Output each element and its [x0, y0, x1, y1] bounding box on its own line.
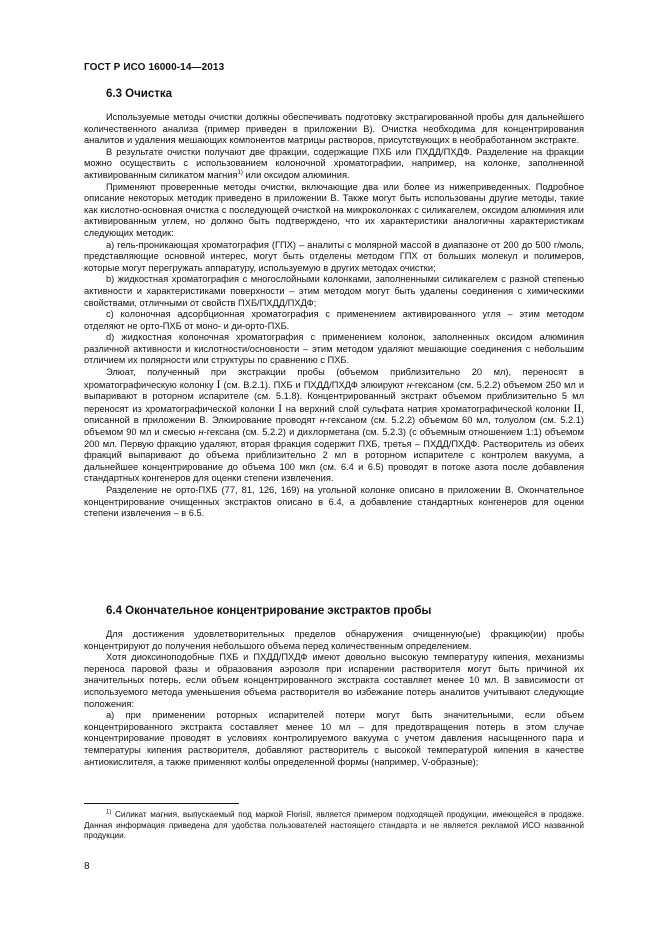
section-6-4-title: 6.4 Окончательное концентрирование экстрактов пробы	[106, 605, 432, 617]
paragraph-text: , описанной в приложении В. Элюирование проводят	[84, 403, 584, 426]
footnote-reference: 1)	[237, 169, 243, 176]
list-item-d: d) жидкостная колоночная хроматография с применением колонок, заполненных оксидом алюминия различной активности и кислотности/основности – этим методом удаляют мешающие соединения с небольшим отличием их полярности или структуры по сравнению с ПХБ.	[84, 332, 584, 366]
footnote	[84, 810, 584, 842]
paragraph-text: (см. В.2.1). ПХБ и ПХДД/ПХДФ элюируют	[223, 379, 404, 390]
list-item-c: c) колоночная адсорбционная хроматография с применением активированного угля – этим методом отделяют не орто-ПХБ от моно- и ди-орто-ПХБ.	[84, 309, 584, 331]
section-6-4-body	[84, 629, 584, 768]
roman-numeral: I	[278, 400, 283, 415]
paragraph-text: Элюат, полученный при экстракции пробы (объемом приблизительно 20 мл), переносят в хроматографическую колонку	[84, 367, 584, 390]
paragraph: Разделение не орто-ПХБ (77, 81, 126, 169) на угольной колонке описано в приложении В. Окончательное концентрирование очищенных экстрактов описано в 6.4, а добавление стандартных конгенеров для оценки степени извлечения – в 6.5.	[84, 485, 584, 519]
roman-numeral: I	[216, 376, 221, 391]
paragraph: Для достижения удовлетворительных пределов обнаружения очищенную(ые) фракцию(ии) пробы концентрируют до получения небольшого объема перед количественным определением.	[84, 629, 584, 651]
paragraph: Хотя диоксиноподобные ПХБ и ПХДД/ПХДФ имеют довольно высокую температуру кипения, механизмы переноса паровой фазы и образования аэрозоля при испарении растворителя могут быть причиной их значительных потерь, если объем концентрированного экстракта составляет менее 10 мл. В зависимости от используемого метода уменьшения объема растворителя во избежание потерь аналитов учитывают следующие положения:	[84, 652, 584, 709]
footnote-text: Силикат магния, выпускаемый под маркой Florisil, является примером подходящей продукции, имеющейся в продаже. Данная информация приведена для удобства пользователей настоящего стандарта и не является рекламой ИСО названной продукции.	[84, 810, 584, 841]
paragraph-text: -гексаном (см. 5.2.2) объемом 60 мл, толуолом (см. 5.2.1) объемом 90 мл и смесью	[84, 415, 584, 438]
paragraph-text: на верхний слой сульфата натрия хроматографической колонки	[285, 403, 570, 414]
paragraph: Используемые методы очистки должны обеспечивать подготовку экстрагированной пробы для дальнейшего количественного анализа (пример приведен в приложении В). Очистка необходима для концентрирования аналитов и удаления мешающих компонентов матрицы растворов, присутствующих в необработанном экстракте.	[84, 112, 584, 146]
section-6-3-title: 6.3 Очистка	[106, 88, 173, 100]
paragraph: Применяют проверенные методы очистки, включающие два или более из нижеприведенных. Подробное описание некоторых методик приведено в приложении В. Также могут быть использованы другие методы, такие как кислотно-основная очистка с последующей очисткой на микроколонках с силикагелем, оксидом алюминия или активированным углем, но должно быть подтверждено, что их характеристики аналогичны характеристикам следующих методик:	[84, 181, 584, 238]
list-item-a: а) при применении роторных испарителей потери могут быть значительными, если объем концентрированного экстракта составляет менее 10 мл – для предотвращения потерь в этом случае концентрирование проводят в условиях контролируемого вакуума с учетом давления насыщенного пара и температуры кипения растворителя, добавляют растворитель с высокой температурой кипения в качестве антиокислителя, а также применяют колбы определенной формы (например, V-образные);	[84, 710, 584, 767]
italic-letter: н	[319, 415, 325, 426]
italic-letter: н	[406, 379, 412, 390]
list-item-a: а) гель-проникающая хроматография (ГПХ) – аналиты с молярной массой в диапазоне от 200 до 500 г/моль, представляющие основной интерес, могут быть отделены методом ГПХ от больших молекул и полимеров, которые могут перегружать аппаратуру, используемую в других методах очистки;	[84, 239, 584, 273]
paragraph-text: В результате очистки получают две фракции, содержащие ПХБ или ПХДД/ПХДФ. Разделение на фракции можно осуществить с использованием колоночной хроматографии, например, на колонке, заполненной активированным силикатом магния	[84, 146, 584, 180]
list-item-b: b) жидкостная хроматография с многослойными колонками, заполненными силикагелем с разной степенью активности и характеристиками поверхности – этим методом могут быть удалены соединения с химическими свойствами, отличными от свойств ПХБ/ПХДД/ПХДФ;	[84, 274, 584, 308]
page-number: 8	[84, 861, 90, 872]
paragraph	[84, 367, 584, 485]
footnote-marker: 1)	[106, 809, 112, 816]
paragraph-text: или оксидом алюминия.	[245, 169, 350, 180]
section-6-3-body	[84, 112, 584, 520]
footnote-divider	[84, 803, 239, 804]
paragraph	[84, 147, 584, 182]
roman-numeral: II	[573, 400, 582, 415]
paragraph-text: -гексана (см. 5.2.2) и дихлорметана (см. 5.2.3) (с объемным отношением 1:1) объемом 200 мл. Первую фракцию удаляют, вторая фракция содержит ПХБ, третья – ПХДД/ПХДФ. Растворитель из обеих фракций выпаривают до объема приблизительно 2 мл в роторном испарителе с контролем вакуума, а дальнейшее концентрирование до объема 100 мкл (см. 6.4 и 6.5) проводят в потоке азота после добавления стандартных конгенеров для оценки степени извлечения.	[84, 427, 584, 484]
italic-letter: н	[198, 427, 204, 438]
paragraph-text: -гексаном (см. 5.2.2) объемом 250 мл и выпаривают в роторном испарителе (см. 5.1.8). Концентрированный экстракт объемом приблизительно 5 мл переносят из хроматографической колонки	[84, 379, 585, 414]
standard-header: ГОСТ Р ИСО 16000-14—2013	[84, 62, 225, 73]
